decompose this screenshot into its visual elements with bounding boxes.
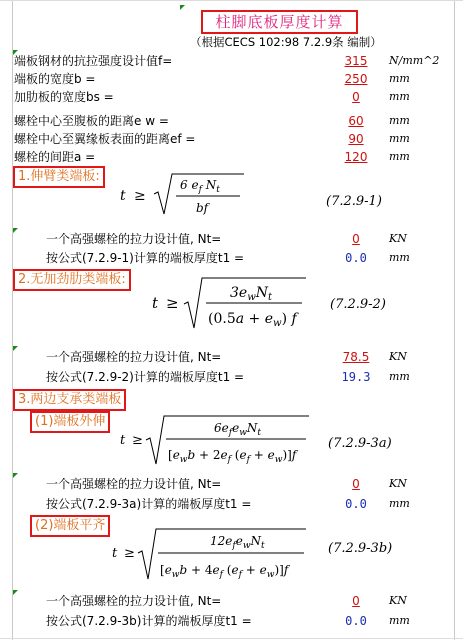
- equation-number-2: (7.2.9-2): [330, 297, 386, 312]
- s2-thickness-unit: mm: [389, 370, 410, 383]
- param-label-ef: 螺栓中心至翼缘板表面的距离ef =: [14, 132, 196, 146]
- subsection-heading-flush: (2)端板平齐: [30, 515, 110, 537]
- subsection-heading-extended: (1)端板外伸: [30, 411, 110, 433]
- param-input-f[interactable]: 315: [344, 54, 368, 68]
- svg-text:≥: ≥: [124, 546, 135, 561]
- formula-7-2-9-3a: [118, 414, 313, 468]
- section-heading-cantilever: 1.伸臂类端板:: [13, 166, 105, 188]
- s3a-force-label: 一个高强螺栓的拉力设计值, Nt=: [46, 477, 222, 491]
- s1-force-unit: KN: [389, 232, 407, 245]
- s3a-thickness-unit: mm: [389, 497, 410, 510]
- row-divider: [0, 0, 463, 1]
- cell-marker: [180, 5, 185, 10]
- svg-text:[ewb + 2ef (ef + ew)]f: [$e_wb + 2e_f$ $(e_f + e_w)]f$: [168, 448, 297, 465]
- svg-text:t: t: [152, 294, 159, 312]
- param-input-a[interactable]: 120: [344, 150, 368, 164]
- param-input-ew[interactable]: 60: [348, 114, 364, 128]
- s3a-force-unit: KN: [389, 477, 407, 490]
- s2-force-unit: KN: [389, 350, 407, 363]
- param-unit-bs: mm: [389, 90, 410, 103]
- svg-text:≥: ≥: [132, 433, 143, 448]
- s1-thickness-label: 按公式(7.2.9-1)计算的端板厚度t1 =: [46, 251, 245, 265]
- s3b-thickness-result: 0.0: [345, 614, 367, 628]
- formula-7-2-9-3b: [110, 527, 310, 583]
- param-unit-f: N/mm^2: [389, 54, 440, 67]
- param-unit-ew: mm: [389, 114, 410, 127]
- cell-marker: [13, 346, 18, 351]
- svg-text:t: t: [120, 188, 126, 204]
- column-divider: [12, 0, 13, 640]
- s2-force-input[interactable]: 78.5: [342, 350, 370, 364]
- s2-thickness-result: 19.3: [341, 370, 371, 384]
- svg-text:(0.5a + ew) f: $(0.5a + e_w)$ f: [208, 311, 297, 329]
- param-input-b[interactable]: 250: [344, 72, 368, 86]
- param-label-b: 端板的宽度b =: [14, 72, 96, 86]
- s2-thickness-label: 按公式(7.2.9-2)计算的端板厚度t1 =: [46, 370, 245, 384]
- param-label-ew: 螺栓中心至腹板的距离e w =: [14, 114, 169, 128]
- param-label-f: 端板钢材的抗拉强度设计值f=: [14, 54, 173, 68]
- svg-text:bf: bf: [196, 201, 209, 215]
- param-unit-ef: mm: [389, 132, 410, 145]
- s3a-thickness-result: 0.0: [345, 497, 367, 511]
- cell-marker: [13, 590, 18, 595]
- svg-text:t: t: [112, 546, 118, 561]
- param-input-ef[interactable]: 90: [348, 132, 364, 146]
- svg-text:12efewNt: $12e_fe_wN_t$: [210, 534, 265, 551]
- equation-number-1: (7.2.9-1): [326, 194, 382, 209]
- param-label-bs: 加肋板的宽度bs =: [14, 90, 114, 104]
- formula-7-2-9-1: [118, 172, 248, 220]
- s3b-thickness-unit: mm: [389, 614, 410, 627]
- svg-text:≥: ≥: [166, 294, 179, 312]
- svg-text:[ewb + 4ef (ef + ew)]f: [$e_wb + 4e_f$ $(e_f + e_w)]f$: [160, 563, 289, 580]
- s2-force-label: 一个高强螺栓的拉力设计值, Nt=: [46, 350, 222, 364]
- s3b-thickness-label: 按公式(7.2.9-3b)计算的端板厚度t1 =: [46, 614, 252, 628]
- param-input-bs[interactable]: 0: [352, 90, 360, 104]
- param-unit-a: mm: [389, 150, 410, 163]
- svg-text:6efewNt: $6e_fe_wN_t$: [214, 421, 262, 438]
- s3a-thickness-label: 按公式(7.2.9-3a)计算的端板厚度t1 =: [46, 497, 252, 511]
- s3b-force-unit: KN: [389, 594, 407, 607]
- equation-number-3b: (7.2.9-3b): [328, 541, 393, 556]
- s3a-force-input[interactable]: 0: [352, 477, 360, 491]
- formula-7-2-9-2: [150, 276, 310, 332]
- s3b-force-label: 一个高强螺栓的拉力设计值, Nt=: [46, 594, 222, 608]
- s1-force-input[interactable]: 0: [352, 232, 360, 246]
- column-divider: [454, 0, 455, 640]
- s1-force-label: 一个高强螺栓的拉力设计值, Nt=: [46, 232, 222, 246]
- svg-text:6 ef Nt: 6 $e_f$ $N_t$: [180, 178, 220, 195]
- svg-text:t: t: [120, 433, 126, 448]
- page-title: 柱脚底板厚度计算: [201, 10, 358, 34]
- section-heading-unstiffened: 2.无加劲肋类端板:: [13, 269, 131, 291]
- cell-marker: [13, 473, 18, 478]
- section-heading-two-side-supported: 3.两边支承类端板: [13, 389, 126, 411]
- cell-marker: [13, 228, 18, 233]
- svg-text:3ewNt: $3e_wN_t$: [230, 285, 273, 303]
- equation-number-3a: (7.2.9-3a): [328, 436, 392, 451]
- param-label-a: 螺栓的间距a =: [14, 150, 96, 164]
- s3b-force-input[interactable]: 0: [352, 594, 360, 608]
- row-divider: [0, 638, 463, 639]
- param-unit-b: mm: [389, 72, 410, 85]
- svg-text:≥: ≥: [134, 188, 146, 204]
- code-basis: （根据CECS 102:98 7.2.9条 编制）: [190, 35, 382, 49]
- s1-thickness-result: 0.0: [345, 251, 367, 265]
- s1-thickness-unit: mm: [389, 251, 410, 264]
